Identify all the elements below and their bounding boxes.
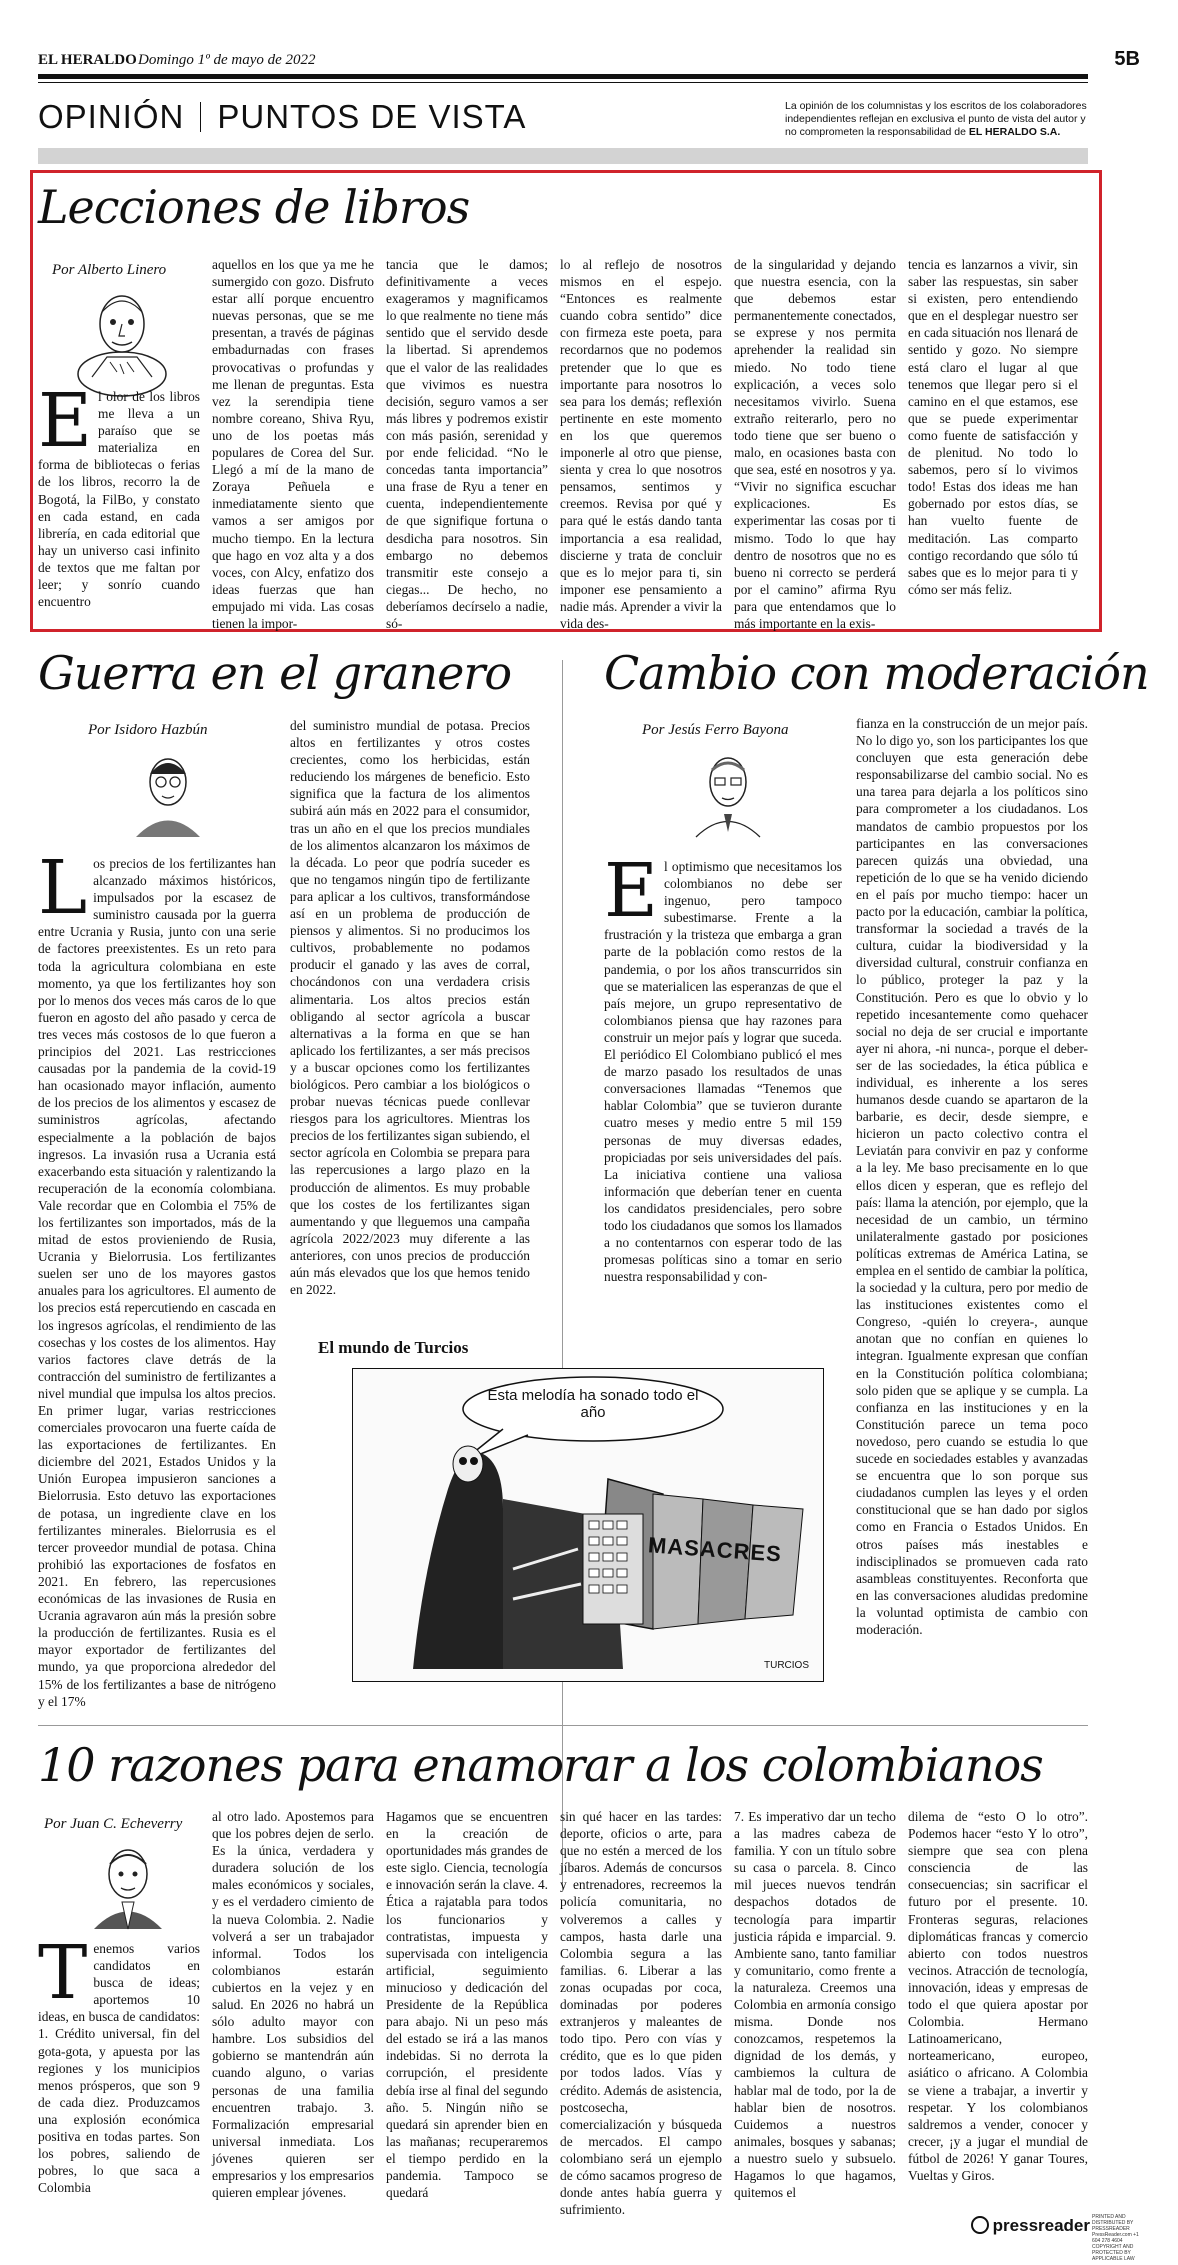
article4-col2: al otro lado. Apostemos para que los pobres dejen de serlo. Es la única, verdadera y duradera solución de los males económicos y sociales, y es el verdadero cimiento de la nueva Colombia. 2. Nadie volverá a ser un trabajador informal. Todos los colombianos estarán cubiertos en la vejez y en salud. En 2026 no habrá un sólo adulto mayor con hambre. Los subsidios del gobierno se mantendrán aún cuando alguno, o varias personas de una familia encuentren trabajo. 3. Formalización empresarial universal inmediata. Los jóvenes quieren ser empresarios y los empresarios quieren emplear jóvenes. bbox=[212, 1809, 374, 2201]
byline-echeverry: Por Juan C. Echeverry bbox=[44, 1816, 183, 1832]
section-title bbox=[38, 98, 526, 136]
article-text: enemos varios candidatos en busca de ideas; aportemos 10 ideas, en busca de candidatos: 1. Crédito universal, fin del gota-gota, y apuesta por las regiones y los municipios menos prósperos, que son 9 de cada diez. Produzcamos una explosión económica positiva en todas partes. Son los pobres, saliendo de pobres, lo que saca a Colombia bbox=[38, 1941, 200, 2196]
article1-col4: lo al reflejo de nosotros mismos en el espejo. “Entonces es realmente cuando cobra sentido” dice con firmeza este poeta, para recordarnos que no podemos pretender que lo que es importante para nosotros lo sea para los demás; reflexión pertinente en este momento en los que queremos imponerle al otro que piense, sienta y crea lo que nosotros pensamos, sentimos y creemos. Revisa por qué y para qué le estás dando tanta importancia a esa realidad, discierne y trata de concluir que es lo mejor para ti, sin imponer ese pensamiento a nadie más. Aprender a vivir la vida des- bbox=[560, 257, 722, 631]
header-rule-thin bbox=[38, 82, 1088, 83]
article-title-cambio[interactable]: Cambio con moderación bbox=[604, 646, 1149, 700]
article-divider bbox=[38, 1725, 1088, 1726]
cartoon-accordion-text: MASACRES bbox=[647, 1532, 783, 1567]
section-right: PUNTOS DE VISTA bbox=[217, 98, 527, 135]
cartoon-title: El mundo de Turcios bbox=[318, 1338, 469, 1357]
article4-col5: 7. Es imperativo dar un techo a las madres cabeza de familia. Y con un título sobre su casa o parcela. 8. Cinco mil jueces nuevos tendrán despachos dotados de tecnología para impartir justicia rápida e imparcial. 9. Ambiente sano, tanto familiar y comunitario, como frente a la naturaleza. Creemos una Colombia en armonía consigo misma. Donde nos conozcamos, respetemos la dignidad de los demás, y cambiemos la cultura de hablar mal de todo, por la de hablar bien de nosotros. Cuidemos a nuestros animales, bosques y sabanas; a nuestro suelo y subsuelo. Hagamos lo que hagamos, quitemos el bbox=[734, 1809, 896, 2201]
dropcap: E bbox=[604, 848, 659, 934]
header-rule bbox=[38, 74, 1088, 79]
article2-col1 bbox=[38, 845, 276, 1885]
section-divider bbox=[200, 102, 201, 132]
column-divider bbox=[562, 660, 563, 1890]
pressreader-logo[interactable] bbox=[971, 2216, 1090, 2236]
article-text: l optimismo que necesitamos los colombianos no debe ser ingenuo, pero tampoco subestimarse. Frente a la frustración y la tristeza que embarga a gran parte de la población como restos de la pandemia, o por los años transcurridos sin que se materialicen las esperanzas de que el país mejore, un grupo representativo de colombianos piensa que hay razones para construir un mejor país y lograr que suceda. El periódico El Colombiano publicó el mes de marzo pasado los resultados de unas conversaciones llamadas “Tenemos que hablar Colombia” que se tuvieron durante cuatro meses y medio entre 5 mil 159 personas de muy diversas edades, propiciadas por seis universidades del país. La iniciativa contiene una valiosa información que deberían tener en cuenta los candidatos presidenciales, pero sobre todo los ciudadanos que somos los llamados a no contentarnos con esperar todo de las promesas políticas sino a tomar en serio nuestra responsabilidad y con- bbox=[604, 859, 842, 1285]
byline-hazbun: Por Isidoro Hazbún bbox=[88, 722, 208, 738]
byline-ferro: Por Jesús Ferro Bayona bbox=[642, 722, 789, 738]
article4-col3: Hagamos que se encuentren en la creación de oportunidades más grandes de este siglo. Ciencia, tecnología e innovación serán la clave. 4. Ética a rajatabla para todos los funcionarios y contratistas, impuesta y supervisada con inteligencia artificial, seguimiento minucioso y dedicación del Presidente de la República para abajo. Ni un peso más del estado se irá a las manos indebidas. Si no derrota la corrupción, el presidente debía irse al final del segundo año. 5. Ningún niño se quedará sin aprender bien en las mañanas; recuperaremos el tiempo perdido en la pandemia. Tampoco se quedará bbox=[386, 1809, 548, 2201]
author-portrait-echeverry bbox=[88, 1834, 168, 1929]
article1-col1 bbox=[38, 378, 200, 616]
article1-col6: tencia es lanzarnos a vivir, sin saber las respuestas, sin saber si existen, pero entendiendo que en el desplegar nuestro ser en cada situación nos llenará de sentido y gozo. No siempre está claro el lugar al que tenemos que llegar pero si el camino en el que estamos, ese que se puede experimentar como fuente de satisfacción y de plenitud. No todo lo sabemos, pero sí lo vivimos todo! Estas dos ideas me han gobernado por estos días, se han vuelto fuente de meditación. Las comparto contigo recordando que sólo tú sabes que es lo mejor para ti y cómo ser más feliz. bbox=[908, 257, 1078, 597]
author-portrait-linero bbox=[72, 282, 172, 382]
article-title-guerra[interactable]: Guerra en el granero bbox=[38, 646, 512, 700]
disclaimer bbox=[785, 100, 1090, 139]
dropcap: T bbox=[38, 1930, 88, 2016]
cartoon-image bbox=[352, 1368, 824, 1682]
cartoon-signature: TURCIOS bbox=[764, 1660, 809, 1671]
section-gray-bar bbox=[38, 148, 1088, 164]
dropcap: E bbox=[38, 378, 93, 464]
byline-linero: Por Alberto Linero bbox=[52, 262, 167, 278]
disclaimer-company: EL HERALDO S.A. bbox=[968, 126, 1061, 138]
newspaper-name: EL HERALDO bbox=[38, 52, 137, 68]
article4-col1 bbox=[38, 1930, 200, 2225]
credit-line-3: COPYRIGHT AND PROTECTED BY APPLICABLE LAW bbox=[1092, 2244, 1135, 2262]
article4-col4: sin qué hacer en las tardes: deporte, oficios o arte, para que no estén a merced de los jíbaros. Además de concursos y entrenadores, recreemos la policía comunitaria, no volveremos a calles y campos, hasta darle una Colombia segura a las familias. 6. Liberar a las zonas ocupadas por coca, dominadas por poderes extranjeros y maleantes de todo tipo. Pero con vías y crédito, que es lo que piden por todos lados. Vías y crédito. Además de asistencia, postcosecha, comercialización y búsqueda de mercados. El campo colombiano será un ejemplo de cómo sacamos progreso de donde antes había guerra y sufrimiento. bbox=[560, 1809, 722, 2218]
disclaimer-text: La opinión de los columnistas y los escritos de los colaboradores independientes reflejan en exclusiva el punto de vista del autor y no comprometen la responsabilidad de bbox=[785, 100, 1087, 138]
credit-line-2: PressReader.com +1 604 278 4604 bbox=[1092, 2232, 1139, 2244]
article3-col2: fianza en la construcción de un mejor país. No lo digo yo, son los participantes los que concluyen que esta generación debe responsabilizarse del cambio social. No es una tarea para dejarla a los políticos sino para comprometer a los ciudadanos. Los mandatos de cambio propuestos por los participantes en las conversaciones parecen quizás una obviedad, una repetición de lo que se ha venido diciendo en el país por mucho tiempo: hacer un pacto por la educación, cambiar la política, transformar la sociedad a través de la cultura, cuidar la biodiversidad y la diversidad cultural, construir confianza en lo público, proteger la paz y la Constitución. Pero es que lo obvio y lo repetido incesantemente como quehacer social no deja de ser crucial e importante ayer ni ahora, -ni nunca-, porque el deber-ser de las sociedades, la ética pública e individual, es inherente a los seres humanos desde cuando se apartaron de la barbarie, es decir, desde siempre, e hicieron un pacto colectivo contra el Leviatán para convivir en paz y conforme a la ley. Me baso precisamente en lo que ellos dicen y esperan, que es reflejo del país: llama la atención, por ejemplo, que la necesidad de un cambio, un término unilateralmente gastado por posiciones políticas extremas de América Latina, se emplea en el sentido de cambiar la política, la sociedad y la cultura, pero por medio de las instituciones existentes como el Congreso, -quién lo creyera-, aunque anotan que no confían en quienes lo integran. Igualmente expresan que confían en la Constitución política colombiana; solo piden que se aplique y se cumpla. La confianza en las instituciones y en la Constitución parece un tema poco novedoso, pero cuando se estudia lo que sucede en sociedades estables y avanzadas se encuentra que lo son porque sus ciudadanos cumplen las leyes y el orden constitucional que se han dado por siglos como en Francia o Estados Unidos. En otros países más inestables e indisciplinados se promueven cada rato asambleas constituyentes. Reconforta que en las conversaciones aludidas predomine la voluntad optimista de cambio con moderación. bbox=[856, 716, 1089, 1637]
author-portrait-hazbun bbox=[128, 742, 208, 837]
article-text: os precios de los fertilizantes han alcanzado máximos históricos, impulsados por la escasez de suministro causada por la guerra entre Ucrania y Rusia, junto con una serie de factores preexistentes. Es un reto para toda la agricultura colombiana en este momento, ya que los fertilizantes hoy son por lo menos dos veces más caros de lo que fueron en agosto del año pasado y cerca de tres veces más costosos de lo que fueron a principios del 2021. Las restricciones causadas por la pandemia de la covid-19 han ocasionado mayor inflación, aumento de los precios de los alimentos y escasez de suministros agrícolas, afectando especialmente a la población de bajos ingresos. La invasión rusa a Ucrania está exacerbando esta situación y ralentizando la recuperación de la economía colombiana. Vale recordar que en Colombia el 75% de los fertilizantes son importados, más de la mitad de estos provieniendo de Rusia, Ucrania y Bielorrusia. Los fertilizantes suelen ser uno de los mayores gastos anuales para los agricultores. El aumento de los precios está repercutiendo en cascada en los ingresos agrícolas, el rendimiento de las cosechas y los costes de los alimentos. Hay varios factores clave detrás de la contracción del suministro de fertilizantes a nivel mundial que impulsa los altos precios. En primer lugar, varias restricciones comerciales provocaron una fuerte caída de las exportaciones de fertilizantes. En diciembre del 2021, Estados Unidos y la Unión Europea impusieron sanciones a Bielorrusia. Esto detuvo las exportaciones de potasa, un ingrediente clave en los fertilizantes minerales. Bielorrusia es el tercer proveedor mundial de potasa. China prohibió las exportaciones de fosfatos en 2021. En febrero, las repercusiones económicas de las invasiones de Rusia en Ucrania agravaron aún más la presión sobre la producción de fertilizantes. Rusia es el mayor exportador de fertilizantes del mundo, ya que proporciona alrededor del 15% de los fertilizantes a base de nitrógeno y el 17% bbox=[38, 856, 276, 1709]
credit-line-1: PRINTED AND DISTRIBUTED BY PRESSREADER bbox=[1092, 2214, 1134, 2232]
article1-col2: aquellos en los que ya me he sumergido con gozo. Disfruto estar allí porque encuentro nuevas personas, que se me presentan, a través de páginas embadurnadas con frases provocativas o profundas y me llenan de preguntas. Esta vez la serendipia tiene nombre coreano, Shiva Ryu, uno de los poetas más populares de Corea del Sur. Llegó a mí de la mano de Zoraya Peñuela e inmediatamente siento que vamos a ser amigos por mucho tiempo. En la lectura que hago en voz alta y a dos voces, con Alcy, enfatizo dos ideas fuerzas que han empujado mi vida. Las cosas tienen la impor- bbox=[212, 257, 374, 631]
section-left: OPINIÓN bbox=[38, 98, 185, 135]
cartoon-speech: Esta melodía ha sonado todo el año bbox=[487, 1387, 699, 1421]
article2-col2: del suministro mundial de potasa. Precios altos en fertilizantes y otros costes crecientes, como los herbicidas, están reduciendo los márgenes de beneficio. Esto significa que la factura de los alimentos subirá aún más en 2022 para el consumidor, tras un año en el que los precios mundiales de los alimentos alcanzaron los máximos de la década. Lo peor que podría suceder es que no tengamos ningún tipo de fertilizante para aplicar a los cultivos, transformándose así en un problema de producción de piensos y alimentos. Si no producimos los cultivos, probablemente no podamos producir el ganado y las aves de corral, chocándonos con una verdadera crisis alimentaria. Los altos precios están obligando al sector agrícola a buscar alternativas a la forma en que se han aplicado los fertilizantes, a ser más precisos y a buscar opciones como los fertilizantes biológicos. Pero cambiar a los biológicos o probar nuevas técnicas puede conllevar riesgos para los agricultores. Mientras los precios de los fertilizantes sigan subiendo, el sector agrícola en Colombia se prepara para las repercusiones a largo plazo en la producción de alimentos. Es muy probable que los costes de los fertilizantes sigan aumentando y que lleguemos una campaña agrícola 2022/2023 muy diferente a las anteriores, con unos precios de producción aún más elevados que los que hemos tenido en 2022. bbox=[290, 718, 530, 1298]
pressreader-credits bbox=[1092, 2214, 1140, 2262]
author-portrait-ferro bbox=[688, 742, 768, 837]
pressreader-icon bbox=[971, 2216, 989, 2234]
article4-col6: dilema de “esto O lo otro”. Podemos hacer “esto Y lo otro”, siempre que sea con plena consciencia de las consecuencias; sin sacrificar el futuro por el presente. 10. Fronteras seguras, relaciones diplomáticas francas y comercio abierto con todos nuestros vecinos. Atracción de tecnología, innovación, ideas y empresas de todo el que quiera apostar por Colombia. Hermano Latinoamericano, norteamericano, europeo, asiático o africano. A Colombia se viene a trabajar, a invertir y respetar. Y los colombianos saldremos a vender, conocer y crecer, ¡y a jugar el mundial de fútbol de 2026! Y ganar Toures, Vueltas y Giros. bbox=[908, 1809, 1088, 2183]
article-title-10-razones[interactable]: 10 razones para enamorar a los colombianos bbox=[38, 1738, 1043, 1792]
article-title-lecciones[interactable]: Lecciones de libros bbox=[38, 180, 470, 234]
issue-date: Domingo 1º de mayo de 2022 bbox=[138, 52, 316, 68]
article1-col5: de la singularidad y dejando que nuestra esencia, con la que debemos estar permanentemente conectados, se exprese y nos permita aprehender la realidad sin miedo. No todo tiene explicación, a veces solo necesitamos vivirlo. Suena extraño reiterarlo, pero no todo tiene que ser bueno o malo, en ocasiones basta con que sea, esté en nosotros y ya. “Vivir no significa escuchar explicaciones. Es experimentar las cosas por ti mismo. Todo lo que hay dentro de nosotros que no es bueno ni correcto se perderá por el camino” afirma Ryu para que entendamos que lo más importante en la exis- bbox=[734, 257, 896, 631]
article1-col3: tancia que le damos; definitivamente a veces exageramos y magnificamos lo que realmente no tiene más sentido que el servido desde la libertad. Si aprendemos que el valor de las realidades que vivimos es nuestra decisión, seguro vamos a ser más libres y podremos existir con más pasión, serenidad y por ende felicidad. “No le concedas tanta importancia” una frase de Ryu a tener en cuenta, independientemente de que signifique fortuna o desdicha para nosotros. Sin embargo no debemos transmitir este consejo a ciegas... De hecho, no deberíamos decírselo a nadie, só- bbox=[386, 257, 548, 631]
article-text: l olor de los libros me lleva a un paraíso que se materializa en forma de bibliotecas o ferias de los libros, recorro la de Bogotá, la FilBo, y constato en cada estand, en cada librería, en cada editorial que hay un universo casi infinito de textos que me faltan por leer; y sonrío cuando encuentro bbox=[38, 389, 200, 610]
page-number: 5B bbox=[1114, 48, 1140, 70]
dropcap: L bbox=[38, 845, 88, 931]
pressreader-label: pressreader bbox=[992, 2216, 1090, 2235]
